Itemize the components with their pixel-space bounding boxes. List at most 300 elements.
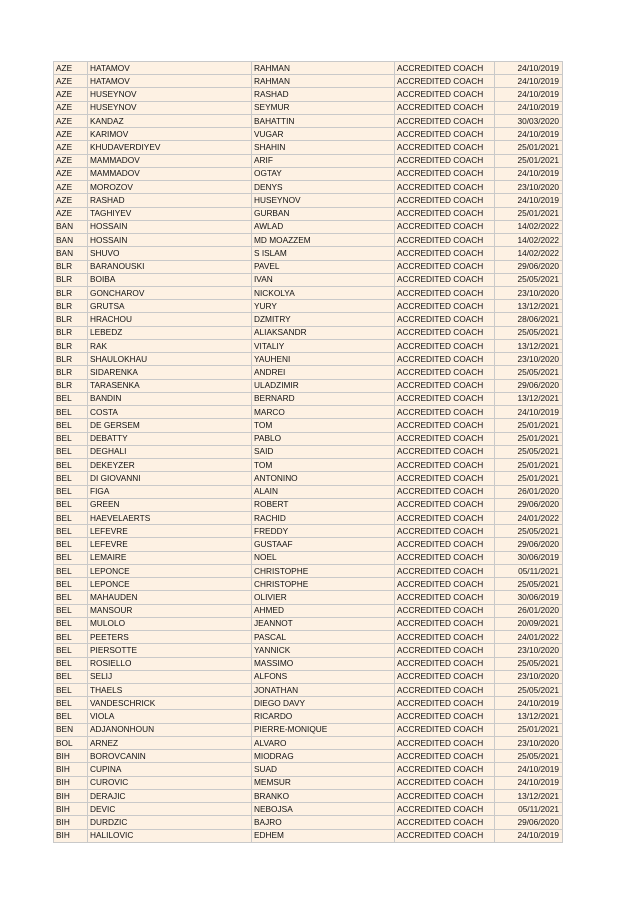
date-cell: 25/05/2021	[495, 445, 563, 458]
surname-cell: ADJANONHOUN	[88, 723, 252, 736]
table-row	[54, 498, 563, 511]
country-cell: BAN	[54, 247, 88, 260]
table-row	[54, 128, 563, 141]
country-cell: AZE	[54, 181, 88, 194]
date-cell: 26/01/2020	[495, 604, 563, 617]
table-row	[54, 511, 563, 524]
date-cell: 14/02/2022	[495, 220, 563, 233]
surname-cell: COSTA	[88, 406, 252, 419]
surname-cell: DURDZIC	[88, 816, 252, 829]
role-cell: ACCREDITED COACH	[395, 154, 495, 167]
role-cell: ACCREDITED COACH	[395, 220, 495, 233]
firstname-cell: RASHAD	[252, 88, 395, 101]
date-cell: 28/06/2021	[495, 313, 563, 326]
table-row	[54, 101, 563, 114]
firstname-cell: JONATHAN	[252, 684, 395, 697]
role-cell: ACCREDITED COACH	[395, 511, 495, 524]
firstname-cell: GUSTAAF	[252, 538, 395, 551]
role-cell: ACCREDITED COACH	[395, 419, 495, 432]
surname-cell: MAMMADOV	[88, 154, 252, 167]
firstname-cell: GURBAN	[252, 207, 395, 220]
table-row	[54, 803, 563, 816]
firstname-cell: RACHID	[252, 511, 395, 524]
role-cell: ACCREDITED COACH	[395, 736, 495, 749]
table-row	[54, 604, 563, 617]
table-row	[54, 154, 563, 167]
firstname-cell: NEBOJSA	[252, 803, 395, 816]
surname-cell: KARIMOV	[88, 128, 252, 141]
surname-cell: MAHAUDEN	[88, 591, 252, 604]
firstname-cell: OGTAY	[252, 167, 395, 180]
surname-cell: DEVIC	[88, 803, 252, 816]
date-cell: 25/01/2021	[495, 472, 563, 485]
role-cell: ACCREDITED COACH	[395, 313, 495, 326]
firstname-cell: ROBERT	[252, 498, 395, 511]
surname-cell: LEMAIRE	[88, 551, 252, 564]
firstname-cell: OLIVIER	[252, 591, 395, 604]
table-row	[54, 525, 563, 538]
firstname-cell: ALAIN	[252, 485, 395, 498]
country-cell: BEL	[54, 604, 88, 617]
firstname-cell: YURY	[252, 300, 395, 313]
surname-cell: HAEVELAERTS	[88, 511, 252, 524]
role-cell: ACCREDITED COACH	[395, 564, 495, 577]
date-cell: 13/12/2021	[495, 710, 563, 723]
firstname-cell: MEMSUR	[252, 776, 395, 789]
firstname-cell: RAHMAN	[252, 75, 395, 88]
table-row	[54, 750, 563, 763]
role-cell: ACCREDITED COACH	[395, 392, 495, 405]
table-row	[54, 591, 563, 604]
role-cell: ACCREDITED COACH	[395, 578, 495, 591]
table-row	[54, 366, 563, 379]
country-cell: BEL	[54, 670, 88, 683]
country-cell: BLR	[54, 260, 88, 273]
firstname-cell: NICKOLYA	[252, 286, 395, 299]
country-cell: BEL	[54, 631, 88, 644]
surname-cell: MULOLO	[88, 617, 252, 630]
country-cell: AZE	[54, 62, 88, 75]
surname-cell: BOIBA	[88, 273, 252, 286]
surname-cell: TAGHIYEV	[88, 207, 252, 220]
surname-cell: VANDESCHRICK	[88, 697, 252, 710]
role-cell: ACCREDITED COACH	[395, 472, 495, 485]
country-cell: BEL	[54, 419, 88, 432]
date-cell: 25/01/2021	[495, 459, 563, 472]
table-row	[54, 485, 563, 498]
role-cell: ACCREDITED COACH	[395, 551, 495, 564]
date-cell: 23/10/2020	[495, 670, 563, 683]
date-cell: 24/10/2019	[495, 167, 563, 180]
surname-cell: DEGHALI	[88, 445, 252, 458]
date-cell: 23/10/2020	[495, 286, 563, 299]
country-cell: BEL	[54, 472, 88, 485]
table-row	[54, 353, 563, 366]
firstname-cell: RICARDO	[252, 710, 395, 723]
role-cell: ACCREDITED COACH	[395, 816, 495, 829]
surname-cell: MAMMADOV	[88, 167, 252, 180]
firstname-cell: AWLAD	[252, 220, 395, 233]
country-cell: BIH	[54, 763, 88, 776]
surname-cell: KANDAZ	[88, 114, 252, 127]
surname-cell: PEETERS	[88, 631, 252, 644]
coach-list-sheet	[53, 61, 562, 843]
table-row	[54, 670, 563, 683]
table-row	[54, 406, 563, 419]
table-row	[54, 339, 563, 352]
surname-cell: LEPONCE	[88, 564, 252, 577]
role-cell: ACCREDITED COACH	[395, 445, 495, 458]
date-cell: 29/06/2020	[495, 538, 563, 551]
country-cell: BLR	[54, 379, 88, 392]
date-cell: 25/01/2021	[495, 154, 563, 167]
table-row	[54, 445, 563, 458]
country-cell: BLR	[54, 326, 88, 339]
date-cell: 24/10/2019	[495, 101, 563, 114]
role-cell: ACCREDITED COACH	[395, 247, 495, 260]
table-row	[54, 194, 563, 207]
table-row	[54, 736, 563, 749]
table-row	[54, 286, 563, 299]
table-row	[54, 141, 563, 154]
date-cell: 30/06/2019	[495, 551, 563, 564]
date-cell: 24/10/2019	[495, 776, 563, 789]
surname-cell: CUROVIC	[88, 776, 252, 789]
firstname-cell: ALVARO	[252, 736, 395, 749]
firstname-cell: SUAD	[252, 763, 395, 776]
country-cell: BEL	[54, 538, 88, 551]
role-cell: ACCREDITED COACH	[395, 167, 495, 180]
firstname-cell: PASCAL	[252, 631, 395, 644]
surname-cell: DEKEYZER	[88, 459, 252, 472]
country-cell: BEL	[54, 445, 88, 458]
date-cell: 25/05/2021	[495, 326, 563, 339]
table-row	[54, 88, 563, 101]
table-row	[54, 789, 563, 802]
country-cell: BEL	[54, 644, 88, 657]
firstname-cell: TOM	[252, 419, 395, 432]
country-cell: BLR	[54, 366, 88, 379]
surname-cell: HUSEYNOV	[88, 101, 252, 114]
firstname-cell: NOEL	[252, 551, 395, 564]
role-cell: ACCREDITED COACH	[395, 485, 495, 498]
firstname-cell: ULADZIMIR	[252, 379, 395, 392]
country-cell: BEL	[54, 657, 88, 670]
surname-cell: HATAMOV	[88, 75, 252, 88]
role-cell: ACCREDITED COACH	[395, 326, 495, 339]
country-cell: BEL	[54, 432, 88, 445]
table-row	[54, 657, 563, 670]
country-cell: BEL	[54, 525, 88, 538]
country-cell: AZE	[54, 128, 88, 141]
surname-cell: DEBATTY	[88, 432, 252, 445]
role-cell: ACCREDITED COACH	[395, 697, 495, 710]
surname-cell: CUPINA	[88, 763, 252, 776]
firstname-cell: BAHATTIN	[252, 114, 395, 127]
date-cell: 25/01/2021	[495, 723, 563, 736]
date-cell: 29/06/2020	[495, 379, 563, 392]
firstname-cell: ANTONINO	[252, 472, 395, 485]
role-cell: ACCREDITED COACH	[395, 723, 495, 736]
role-cell: ACCREDITED COACH	[395, 789, 495, 802]
date-cell: 23/10/2020	[495, 181, 563, 194]
country-cell: BAN	[54, 234, 88, 247]
role-cell: ACCREDITED COACH	[395, 432, 495, 445]
role-cell: ACCREDITED COACH	[395, 273, 495, 286]
date-cell: 23/10/2020	[495, 353, 563, 366]
date-cell: 26/01/2020	[495, 485, 563, 498]
role-cell: ACCREDITED COACH	[395, 353, 495, 366]
country-cell: BEL	[54, 684, 88, 697]
table-row	[54, 114, 563, 127]
date-cell: 24/10/2019	[495, 75, 563, 88]
surname-cell: SHAULOKHAU	[88, 353, 252, 366]
date-cell: 24/10/2019	[495, 697, 563, 710]
date-cell: 25/05/2021	[495, 750, 563, 763]
country-cell: BEL	[54, 392, 88, 405]
date-cell: 23/10/2020	[495, 736, 563, 749]
firstname-cell: DIEGO DAVY	[252, 697, 395, 710]
table-row	[54, 220, 563, 233]
surname-cell: SELIJ	[88, 670, 252, 683]
table-row	[54, 432, 563, 445]
surname-cell: BOROVCANIN	[88, 750, 252, 763]
date-cell: 13/12/2021	[495, 339, 563, 352]
table-row	[54, 234, 563, 247]
table-row	[54, 181, 563, 194]
country-cell: BEL	[54, 710, 88, 723]
firstname-cell: BAJRO	[252, 816, 395, 829]
table-row	[54, 62, 563, 75]
table-row	[54, 538, 563, 551]
firstname-cell: JEANNOT	[252, 617, 395, 630]
surname-cell: GONCHAROV	[88, 286, 252, 299]
surname-cell: HOSSAIN	[88, 220, 252, 233]
firstname-cell: RAHMAN	[252, 62, 395, 75]
firstname-cell: BERNARD	[252, 392, 395, 405]
table-row	[54, 564, 563, 577]
table-row	[54, 472, 563, 485]
country-cell: BEL	[54, 459, 88, 472]
role-cell: ACCREDITED COACH	[395, 286, 495, 299]
table-row	[54, 167, 563, 180]
role-cell: ACCREDITED COACH	[395, 829, 495, 842]
date-cell: 25/01/2021	[495, 432, 563, 445]
surname-cell: ARNEZ	[88, 736, 252, 749]
country-cell: BEL	[54, 564, 88, 577]
date-cell: 30/06/2019	[495, 591, 563, 604]
coach-table	[53, 61, 563, 843]
firstname-cell: SHAHIN	[252, 141, 395, 154]
surname-cell: ROSIELLO	[88, 657, 252, 670]
role-cell: ACCREDITED COACH	[395, 776, 495, 789]
surname-cell: VIOLA	[88, 710, 252, 723]
surname-cell: HOSSAIN	[88, 234, 252, 247]
country-cell: BEL	[54, 591, 88, 604]
firstname-cell: HUSEYNOV	[252, 194, 395, 207]
surname-cell: RAK	[88, 339, 252, 352]
firstname-cell: DZMITRY	[252, 313, 395, 326]
role-cell: ACCREDITED COACH	[395, 379, 495, 392]
role-cell: ACCREDITED COACH	[395, 631, 495, 644]
country-cell: BAN	[54, 220, 88, 233]
date-cell: 23/10/2020	[495, 644, 563, 657]
surname-cell: DE GERSEM	[88, 419, 252, 432]
firstname-cell: PAVEL	[252, 260, 395, 273]
date-cell: 14/02/2022	[495, 234, 563, 247]
surname-cell: HALILOVIC	[88, 829, 252, 842]
role-cell: ACCREDITED COACH	[395, 260, 495, 273]
country-cell: BLR	[54, 300, 88, 313]
date-cell: 13/12/2021	[495, 392, 563, 405]
country-cell: BEL	[54, 485, 88, 498]
date-cell: 24/10/2019	[495, 88, 563, 101]
table-row	[54, 326, 563, 339]
table-row	[54, 829, 563, 842]
firstname-cell: MARCO	[252, 406, 395, 419]
table-row	[54, 644, 563, 657]
role-cell: ACCREDITED COACH	[395, 62, 495, 75]
table-row	[54, 313, 563, 326]
country-cell: AZE	[54, 207, 88, 220]
table-row	[54, 207, 563, 220]
date-cell: 14/02/2022	[495, 247, 563, 260]
country-cell: BEL	[54, 617, 88, 630]
country-cell: BEL	[54, 406, 88, 419]
country-cell: AZE	[54, 167, 88, 180]
date-cell: 20/09/2021	[495, 617, 563, 630]
table-row	[54, 247, 563, 260]
role-cell: ACCREDITED COACH	[395, 763, 495, 776]
surname-cell: HATAMOV	[88, 62, 252, 75]
date-cell: 25/05/2021	[495, 657, 563, 670]
country-cell: BLR	[54, 313, 88, 326]
firstname-cell: VITALIY	[252, 339, 395, 352]
table-row	[54, 459, 563, 472]
date-cell: 29/06/2020	[495, 498, 563, 511]
date-cell: 24/10/2019	[495, 406, 563, 419]
role-cell: ACCREDITED COACH	[395, 366, 495, 379]
country-cell: BEL	[54, 551, 88, 564]
role-cell: ACCREDITED COACH	[395, 591, 495, 604]
date-cell: 05/11/2021	[495, 564, 563, 577]
date-cell: 25/05/2021	[495, 366, 563, 379]
firstname-cell: MD MOAZZEM	[252, 234, 395, 247]
country-cell: BIH	[54, 829, 88, 842]
firstname-cell: VUGAR	[252, 128, 395, 141]
surname-cell: THAELS	[88, 684, 252, 697]
table-row	[54, 419, 563, 432]
country-cell: BLR	[54, 273, 88, 286]
date-cell: 13/12/2021	[495, 300, 563, 313]
role-cell: ACCREDITED COACH	[395, 194, 495, 207]
table-row	[54, 379, 563, 392]
country-cell: AZE	[54, 114, 88, 127]
date-cell: 25/01/2021	[495, 419, 563, 432]
date-cell: 25/05/2021	[495, 578, 563, 591]
role-cell: ACCREDITED COACH	[395, 207, 495, 220]
firstname-cell: AHMED	[252, 604, 395, 617]
role-cell: ACCREDITED COACH	[395, 604, 495, 617]
firstname-cell: DENYS	[252, 181, 395, 194]
role-cell: ACCREDITED COACH	[395, 498, 495, 511]
table-row	[54, 75, 563, 88]
firstname-cell: CHRISTOPHE	[252, 578, 395, 591]
firstname-cell: MASSIMO	[252, 657, 395, 670]
role-cell: ACCREDITED COACH	[395, 300, 495, 313]
date-cell: 25/05/2021	[495, 273, 563, 286]
role-cell: ACCREDITED COACH	[395, 406, 495, 419]
role-cell: ACCREDITED COACH	[395, 710, 495, 723]
firstname-cell: PIERRE-MONIQUE	[252, 723, 395, 736]
date-cell: 29/06/2020	[495, 260, 563, 273]
firstname-cell: IVAN	[252, 273, 395, 286]
date-cell: 25/01/2021	[495, 207, 563, 220]
surname-cell: BANDIN	[88, 392, 252, 405]
surname-cell: KHUDAVERDIYEV	[88, 141, 252, 154]
surname-cell: LEPONCE	[88, 578, 252, 591]
date-cell: 25/05/2021	[495, 525, 563, 538]
firstname-cell: PABLO	[252, 432, 395, 445]
table-row	[54, 697, 563, 710]
firstname-cell: ARIF	[252, 154, 395, 167]
country-cell: AZE	[54, 75, 88, 88]
country-cell: BLR	[54, 353, 88, 366]
role-cell: ACCREDITED COACH	[395, 525, 495, 538]
table-row	[54, 392, 563, 405]
country-cell: AZE	[54, 141, 88, 154]
firstname-cell: YANNICK	[252, 644, 395, 657]
firstname-cell: SEYMUR	[252, 101, 395, 114]
country-cell: AZE	[54, 154, 88, 167]
country-cell: BLR	[54, 339, 88, 352]
table-row	[54, 617, 563, 630]
role-cell: ACCREDITED COACH	[395, 684, 495, 697]
role-cell: ACCREDITED COACH	[395, 644, 495, 657]
country-cell: AZE	[54, 194, 88, 207]
firstname-cell: MIODRAG	[252, 750, 395, 763]
table-row	[54, 684, 563, 697]
country-cell: BOL	[54, 736, 88, 749]
date-cell: 24/10/2019	[495, 763, 563, 776]
table-row	[54, 723, 563, 736]
country-cell: BEL	[54, 697, 88, 710]
role-cell: ACCREDITED COACH	[395, 234, 495, 247]
firstname-cell: FREDDY	[252, 525, 395, 538]
firstname-cell: TOM	[252, 459, 395, 472]
surname-cell: PIERSOTTE	[88, 644, 252, 657]
table-row	[54, 631, 563, 644]
table-row	[54, 300, 563, 313]
table-row	[54, 273, 563, 286]
surname-cell: FIGA	[88, 485, 252, 498]
firstname-cell: EDHEM	[252, 829, 395, 842]
role-cell: ACCREDITED COACH	[395, 617, 495, 630]
firstname-cell: ANDREI	[252, 366, 395, 379]
date-cell: 29/06/2020	[495, 816, 563, 829]
surname-cell: SIDARENKA	[88, 366, 252, 379]
surname-cell: SHUVO	[88, 247, 252, 260]
table-row	[54, 260, 563, 273]
country-cell: BEL	[54, 498, 88, 511]
country-cell: AZE	[54, 101, 88, 114]
role-cell: ACCREDITED COACH	[395, 803, 495, 816]
role-cell: ACCREDITED COACH	[395, 114, 495, 127]
role-cell: ACCREDITED COACH	[395, 538, 495, 551]
firstname-cell: ALIAKSANDR	[252, 326, 395, 339]
date-cell: 24/10/2019	[495, 829, 563, 842]
country-cell: BLR	[54, 286, 88, 299]
